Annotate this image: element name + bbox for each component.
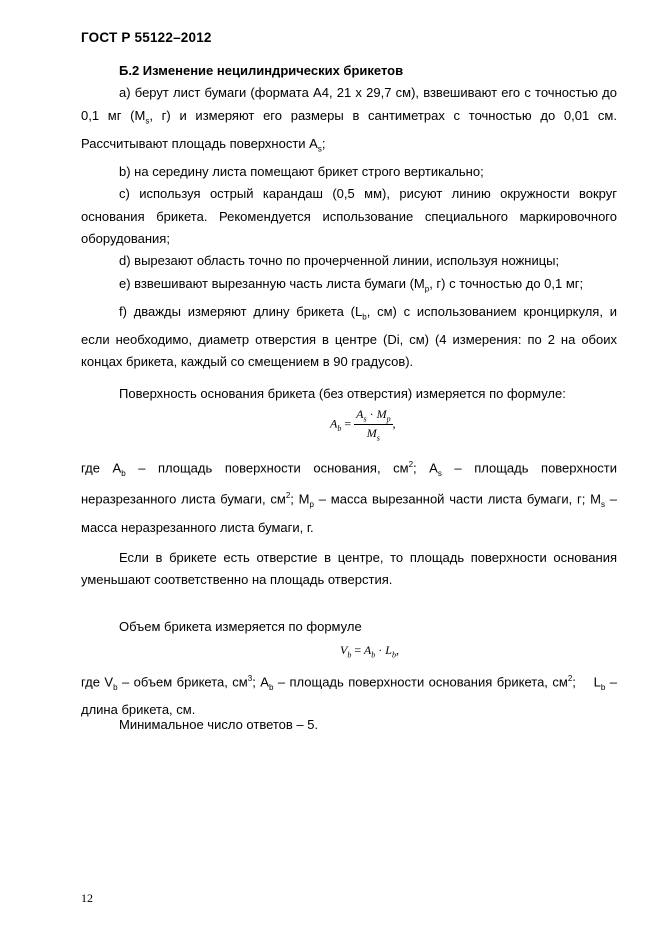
document-header: ГОСТ Р 55122–2012 [81,30,212,45]
volume-intro: Объем брикета измеряется по формуле [119,619,362,634]
volume-formula: $V_b = A_b \cdot L_b$, [340,643,399,660]
surface-formula: $A_b$ = $\frac{A_s \cdot M_p}{M_s}$ , [330,407,396,443]
volume-intro-block [81,616,617,638]
step-d: d) вырезают область точно по прочерченной линии, используя ножницы; [119,253,560,269]
hole-note: Если в брикете есть отверстие в центре, то площадь поверхности основания уменьшают соответственно на площадь отверстия. [81,550,617,588]
hole-note-block [81,547,617,592]
min-answers: Минимальное число ответов – 5. [119,717,319,732]
surface-intro-block [81,383,617,405]
surface-fraction: $\frac{A_s \cdot M_p}{M_s}$ [356,407,391,443]
section-b2 [81,60,617,374]
page-number: 12 [81,891,93,905]
step-e: е) взвешивают вырезанную часть листа бумаги ($M_p$, г) с точностью до 0,1 мг; [119,275,584,294]
min-answers-block [81,714,617,736]
surface-intro: Поверхность основания брикета (без отверстия) измеряется по формуле: [119,386,566,401]
surface-where: где $A_b$ – площадь поверхности основания, $см^2$; $A_s$ – площадь поверхности неразрезанного листа бумаги, $см^2$; $M_p$ – масса вырезанной части листа бумаги, г; $M_s$ – масса неразрезанного листа бумаги, г. [81,460,618,535]
step-a: а) берут лист бумаги (формата А4, 21 х 29,7 см), взвешивают его с точностью до 0,1 мг ($M_s$, г) и измеряют его размеры в сантиметрах с точностью до 0,01 см. Рассчитывают площадь поверхности $A_s$; [81,85,617,154]
step-f: f) дважды измеряют длину брикета ($L_b$, см) с использованием кронциркуля, и если необходимо, диаметр отверстия в центре (Di, см) (4 измерения: по 2 на обоих концах брикета, каждый со смещением в 90 градусов). [81,303,617,370]
volume-where: где $V_b$ – объем брикета, $см^3$; $A_b$ – площадь поверхности основания брикета, $см^2$; $L_b$ – длина брикета, см. [81,674,621,718]
surface-where-block [81,454,617,539]
step-b: b) на середину листа помещают брикет строго вертикально; [119,163,484,179]
section-heading: Б.2 Изменение нецилиндрических брикетов [119,63,404,78]
step-c: с) используя острый карандаш (0,5 мм), рисуют линию окружности вокруг основания брикета. Рекомендуется использование специального маркировочного оборудования; [81,186,617,247]
